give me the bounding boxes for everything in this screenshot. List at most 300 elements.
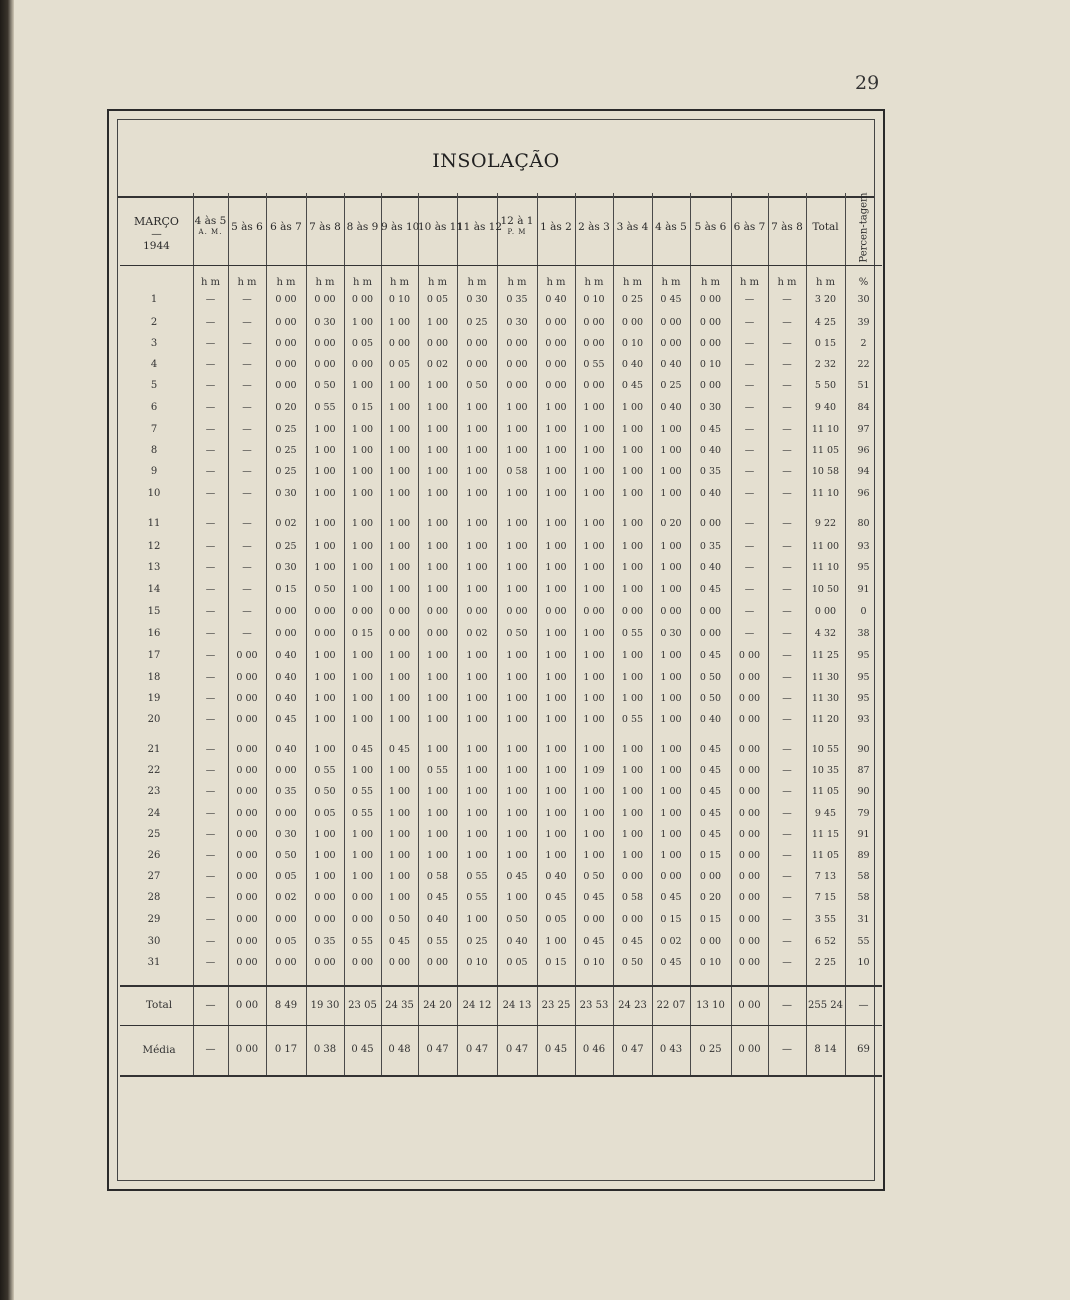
table-cell: 1 00 [506, 765, 528, 776]
unit-label: h m [427, 277, 448, 288]
table-cell: 0 50 [275, 850, 297, 861]
table-cell: 0 40 [275, 693, 297, 704]
table-cell: 0 00 [621, 914, 644, 925]
column-header [418, 221, 464, 233]
column-header [806, 222, 845, 233]
table-cell: 1 00 [351, 829, 374, 840]
table-cell: — [205, 402, 216, 413]
table-cell: 1 00 [506, 424, 528, 435]
row-day-label: 1 [150, 294, 158, 305]
table-cell: 0 45 [699, 765, 722, 776]
table-cell: 1 00 [545, 466, 567, 477]
table-cell: 0 00 [236, 693, 258, 704]
table-cell: 0 00 [236, 871, 258, 882]
table-cell: 0 00 [583, 338, 605, 349]
table-cell: 1 00 [545, 628, 567, 639]
table-cell: 1 00 [660, 693, 682, 704]
column-header [381, 222, 418, 233]
table-cell: 1 00 [466, 808, 488, 819]
table-cell: 1 00 [351, 562, 374, 573]
total-cell: 24 35 [385, 1000, 414, 1011]
table-cell: 1 00 [583, 541, 605, 552]
table-cell: 1 00 [388, 650, 411, 661]
row-day-label: 15 [147, 606, 161, 617]
table-cell: 6 52 [814, 936, 837, 947]
unit-label: h m [661, 277, 681, 288]
table-cell: — [782, 693, 792, 704]
table-cell: 1 00 [583, 714, 605, 725]
table-cell: 0 50 [314, 786, 336, 797]
table-cell: 1 00 [660, 650, 682, 661]
table-cell: — [744, 541, 755, 552]
total-cell: 24 20 [423, 1000, 452, 1011]
table-cell: 1 00 [314, 562, 336, 573]
table-cell: 0 00 [466, 606, 488, 617]
table-cell: 11 30 [811, 672, 840, 683]
table-cell: 9 45 [814, 808, 837, 819]
table-cell: 1 00 [506, 786, 528, 797]
media-cell: 0 25 [699, 1044, 722, 1055]
column-header-sub: P. M [507, 228, 527, 236]
table-cell: 1 00 [621, 424, 644, 435]
table-cell: 0 02 [275, 518, 297, 529]
table-cell: 1 00 [621, 829, 644, 840]
table-cell: 0 45 [506, 871, 528, 882]
table-cell: 0 30 [660, 628, 682, 639]
table-cell: — [782, 359, 792, 370]
table-cell: 90 [857, 744, 870, 755]
table-cell: 1 00 [583, 424, 605, 435]
table-cell: 1 00 [506, 584, 528, 595]
table-cell: 91 [857, 829, 870, 840]
table-cell: 1 00 [466, 765, 488, 776]
table-cell: 22 [857, 359, 870, 370]
table-cell: 93 [857, 714, 870, 725]
table-cell: 1 00 [426, 380, 449, 391]
table-cell: 0 35 [506, 294, 528, 305]
row-day-label: 18 [147, 672, 161, 683]
table-cell: 1 00 [583, 808, 605, 819]
table-cell: 0 00 [545, 338, 567, 349]
media-cell: 0 47 [505, 1044, 529, 1055]
table-cell: 0 45 [699, 808, 722, 819]
table-cell: 1 00 [388, 765, 411, 776]
table-cell: 3 20 [814, 294, 837, 305]
table-cell: 1 00 [545, 829, 567, 840]
table-cell: 1 00 [583, 488, 605, 499]
table-cell: 1 00 [351, 850, 374, 861]
table-cell: 1 00 [314, 714, 336, 725]
table-cell: — [782, 744, 792, 755]
table-cell: 0 50 [506, 914, 528, 925]
table-cell: 0 02 [660, 936, 682, 947]
table-cell: 1 00 [466, 672, 488, 683]
table-cell: 38 [857, 628, 870, 639]
table-cell: 1 00 [388, 424, 411, 435]
total-cell: — [858, 1000, 869, 1011]
media-cell: 0 38 [313, 1044, 337, 1055]
table-cell: 0 30 [275, 829, 297, 840]
table-cell: 0 00 [236, 936, 258, 947]
column-header-label: 12 à 1 [500, 215, 534, 227]
column-header-label: 10 às 11 [418, 221, 464, 233]
table-cell: — [744, 628, 755, 639]
table-cell: 0 15 [814, 338, 837, 349]
table-cell: 0 45 [699, 829, 722, 840]
table-cell: 0 00 [699, 606, 722, 617]
unit-label: h m [777, 277, 797, 288]
table-cell: 0 45 [660, 892, 682, 903]
table-cell: 0 00 [236, 892, 258, 903]
media-cell: 0 00 [738, 1044, 761, 1055]
table-cell: 1 00 [314, 541, 336, 552]
table-cell: 0 25 [466, 317, 488, 328]
table-cell: 0 00 [738, 714, 761, 725]
table-cell: 0 45 [699, 584, 722, 595]
column-header-label: 9 às 10 [381, 221, 420, 233]
table-cell: 0 45 [621, 380, 644, 391]
table-cell: 0 45 [699, 744, 722, 755]
table-cell: 0 30 [466, 294, 488, 305]
table-cell: 1 00 [506, 518, 528, 529]
table-cell: 0 05 [388, 359, 411, 370]
table-cell: 1 00 [621, 541, 644, 552]
table-cell: 0 00 [738, 871, 761, 882]
row-day-label: 20 [147, 714, 161, 725]
table-cell: 0 00 [545, 606, 567, 617]
table-cell: 0 02 [466, 628, 488, 639]
table-cell: 1 00 [660, 786, 682, 797]
table-cell: 1 00 [314, 650, 336, 661]
table-cell: 0 00 [738, 808, 761, 819]
table-cell: 0 20 [275, 402, 297, 413]
table-cell: 1 00 [583, 744, 605, 755]
table-cell: 1 00 [466, 445, 488, 456]
table-cell: 0 00 [506, 359, 528, 370]
table-cell: 0 00 [699, 518, 722, 529]
table-cell: 0 50 [699, 672, 722, 683]
unit-label: h m [546, 277, 566, 288]
table-cell: 0 02 [426, 359, 449, 370]
table-cell: 0 00 [426, 957, 449, 968]
table-cell: 0 00 [314, 294, 336, 305]
table-cell: 0 25 [275, 541, 297, 552]
table-cell: 1 00 [583, 829, 605, 840]
page-number: 29 [855, 72, 880, 94]
column-header [344, 222, 381, 233]
table-cell: 0 50 [621, 957, 644, 968]
table-cell: 1 00 [545, 488, 567, 499]
table-cell: 0 00 [738, 693, 761, 704]
table-cell: — [242, 518, 252, 529]
table-cell: — [205, 957, 216, 968]
table-cell: — [242, 380, 252, 391]
table-cell: — [242, 488, 252, 499]
table-cell: 0 55 [583, 359, 605, 370]
table-cell: — [205, 338, 216, 349]
table-cell: 0 00 [466, 338, 488, 349]
table-cell: 90 [857, 786, 870, 797]
table-cell: 0 00 [621, 871, 644, 882]
column-header-label: 4 às 5 [655, 221, 687, 233]
table-cell: 1 00 [545, 562, 567, 573]
table-cell: 1 00 [426, 466, 449, 477]
table-cell: 0 10 [583, 294, 605, 305]
table-cell: 1 00 [545, 786, 567, 797]
table-cell: — [782, 402, 792, 413]
table-cell: 0 50 [314, 584, 336, 595]
table-cell: 0 02 [275, 892, 297, 903]
table-cell: 0 00 [275, 380, 297, 391]
table-cell: 1 00 [314, 693, 336, 704]
table-cell: 11 10 [811, 424, 840, 435]
unit-label: h m [584, 277, 604, 288]
table-cell: — [782, 466, 792, 477]
column-header-sub: A. M. [198, 228, 223, 236]
total-cell: 0 00 [235, 1000, 259, 1011]
row-day-label: 22 [147, 765, 161, 776]
table-cell: 0 00 [506, 606, 528, 617]
table-cell: 1 00 [621, 693, 644, 704]
table-cell: 1 00 [388, 317, 411, 328]
table-cell: 1 00 [351, 714, 374, 725]
table-cell: 1 00 [621, 584, 644, 595]
table-cell: 1 00 [426, 808, 449, 819]
table-cell: 0 00 [738, 914, 761, 925]
table-cell: — [242, 466, 252, 477]
table-cell: 0 25 [621, 294, 644, 305]
table-cell: — [205, 541, 216, 552]
column-header-label: 5 às 6 [231, 221, 263, 233]
row-day-label: 27 [147, 871, 161, 882]
table-cell: — [782, 829, 792, 840]
table-cell: — [782, 957, 792, 968]
table-cell: 95 [857, 650, 870, 661]
table-cell: 1 00 [545, 445, 567, 456]
table-cell: — [744, 562, 755, 573]
table-cell: — [782, 786, 792, 797]
table-cell: 0 00 [466, 359, 488, 370]
table-cell: — [242, 606, 252, 617]
table-cell: 1 00 [621, 650, 644, 661]
column-header-label: Total [812, 221, 839, 233]
table-cell: 1 00 [388, 786, 411, 797]
table-cell: 0 45 [699, 786, 722, 797]
table-cell: 11 25 [811, 650, 840, 661]
table-cell: 1 00 [583, 445, 605, 456]
period-dash: — [151, 228, 162, 240]
table-cell: 1 00 [351, 584, 374, 595]
table-cell: 0 00 [388, 606, 411, 617]
total-cell: 23 53 [579, 1000, 609, 1011]
unit-label: h m [237, 277, 257, 288]
table-cell: 1 00 [545, 672, 567, 683]
table-cell: 1 00 [351, 650, 374, 661]
table-cell: 0 45 [660, 957, 682, 968]
table-cell: — [205, 786, 216, 797]
table-cell: 0 00 [314, 628, 336, 639]
table-cell: 1 00 [506, 808, 528, 819]
table-cell: 0 00 [583, 317, 605, 328]
table-cell: 0 55 [314, 402, 336, 413]
period-year: 1944 [143, 240, 170, 252]
table-cell: 0 55 [621, 714, 644, 725]
table-cell: 1 00 [426, 650, 449, 661]
table-cell: 10 35 [811, 765, 840, 776]
table-cell: 1 00 [351, 765, 374, 776]
unit-label: h m [276, 277, 296, 288]
table-cell: 2 [860, 338, 867, 349]
table-cell: 10 58 [811, 466, 840, 477]
table-cell: 0 00 [236, 914, 258, 925]
table-cell: 1 00 [660, 808, 682, 819]
table-cell: — [744, 424, 755, 435]
table-cell: 0 00 [314, 892, 336, 903]
column-header [457, 221, 503, 233]
table-cell: 1 00 [506, 693, 528, 704]
total-cell: 8 49 [274, 1000, 298, 1011]
table-cell: — [242, 317, 252, 328]
table-cell: 1 00 [426, 584, 449, 595]
table-cell: — [205, 562, 216, 573]
table-cell: 1 00 [545, 650, 567, 661]
table-cell: 0 00 [699, 871, 722, 882]
table-cell: — [205, 294, 216, 305]
table-cell: 1 00 [466, 562, 488, 573]
media-cell: 0 45 [351, 1044, 374, 1055]
table-cell: — [205, 628, 216, 639]
table-cell: 0 45 [583, 892, 605, 903]
row-day-label: 26 [147, 850, 161, 861]
table-cell: 1 00 [660, 445, 682, 456]
table-cell: 11 00 [811, 541, 840, 552]
table-cell: 0 00 [275, 765, 297, 776]
table-cell: 1 00 [545, 765, 567, 776]
table-cell: 1 00 [466, 466, 488, 477]
row-day-label: 24 [147, 808, 161, 819]
table-cell: 0 00 [738, 672, 761, 683]
table-cell: 0 00 [545, 380, 567, 391]
table-cell: 0 58 [621, 892, 644, 903]
row-day-label: 9 [150, 466, 158, 477]
table-cell: 0 00 [699, 294, 722, 305]
total-bottom-rule [120, 1025, 882, 1026]
table-cell: 1 00 [506, 650, 528, 661]
table-cell: 1 00 [466, 541, 488, 552]
table-cell: 0 10 [621, 338, 644, 349]
table-cell: 1 00 [388, 808, 411, 819]
table-cell: 1 00 [314, 829, 336, 840]
total-cell: 23 05 [348, 1000, 377, 1011]
table-cell: 1 00 [545, 424, 567, 435]
total-cell: — [782, 1000, 792, 1011]
table-cell: 0 00 [351, 914, 374, 925]
table-cell: — [744, 584, 755, 595]
column-header [768, 222, 806, 233]
table-cell: — [242, 402, 252, 413]
table-cell: 10 [857, 957, 870, 968]
table-cell: — [782, 380, 792, 391]
total-cell: 24 23 [618, 1000, 647, 1011]
table-cell: 0 50 [314, 380, 336, 391]
row-day-label: 25 [147, 829, 161, 840]
table-cell: 0 00 [236, 829, 258, 840]
table-cell: 0 00 [351, 359, 374, 370]
table-cell: — [242, 294, 252, 305]
table-cell: 0 00 [545, 359, 567, 370]
table-cell: 1 00 [426, 850, 449, 861]
row-day-label: 29 [147, 914, 161, 925]
table-cell: 1 00 [621, 850, 644, 861]
table-cell: 0 30 [699, 402, 722, 413]
media-cell: 69 [857, 1044, 870, 1055]
table-cell: 0 45 [583, 936, 605, 947]
table-cell: 0 55 [426, 765, 449, 776]
table-cell: 0 00 [275, 957, 297, 968]
table-cell: — [205, 424, 216, 435]
column-header-label: 8 às 9 [346, 221, 379, 233]
table-cell: 0 15 [545, 957, 567, 968]
row-day-label: 5 [150, 380, 158, 391]
row-day-label: 23 [147, 786, 161, 797]
table-cell: 4 25 [814, 317, 837, 328]
table-cell: 95 [857, 693, 870, 704]
table-cell: 1 00 [545, 714, 567, 725]
table-cell: 0 10 [583, 957, 605, 968]
table-cell: — [744, 359, 755, 370]
table-cell: 1 00 [506, 892, 528, 903]
table-cell: 1 00 [621, 518, 644, 529]
table-cell: 0 00 [351, 606, 374, 617]
media-cell: — [782, 1044, 792, 1055]
table-cell: — [782, 541, 792, 552]
table-cell: 0 55 [351, 936, 374, 947]
table-cell: 0 00 [275, 359, 297, 370]
unit-label: h m [700, 277, 721, 288]
column-header [537, 222, 575, 233]
table-cell: 0 40 [275, 744, 297, 755]
row-day-label: 2 [150, 317, 158, 328]
unit-label: h m [507, 277, 527, 288]
table-cell: — [782, 584, 792, 595]
total-cell: 13 10 [696, 1000, 725, 1011]
table-cell: 0 50 [388, 914, 411, 925]
table-cell: 1 00 [466, 488, 488, 499]
table-cell: 0 00 [236, 786, 258, 797]
table-cell: — [242, 445, 252, 456]
row-day-label: 12 [147, 541, 161, 552]
row-day-label: 17 [147, 650, 161, 661]
table-cell: 1 00 [506, 562, 528, 573]
table-cell: — [782, 871, 792, 882]
table-cell: 0 00 [660, 871, 682, 882]
table-cell: 1 00 [583, 584, 605, 595]
table-cell: 0 00 [236, 957, 258, 968]
book-binding-edge [0, 0, 14, 1300]
table-cell: 0 00 [388, 957, 411, 968]
table-cell: 1 00 [351, 466, 374, 477]
table-cell: 0 00 [351, 892, 374, 903]
table-cell: — [782, 914, 792, 925]
table-cell: 95 [857, 562, 870, 573]
table-cell: 1 00 [388, 714, 411, 725]
media-cell: 0 00 [235, 1044, 259, 1055]
table-cell: 0 00 [738, 744, 761, 755]
table-cell: 1 00 [660, 466, 682, 477]
table-cell: 1 00 [314, 744, 336, 755]
table-cell: 0 00 [388, 628, 411, 639]
row-day-label: 8 [150, 445, 158, 456]
